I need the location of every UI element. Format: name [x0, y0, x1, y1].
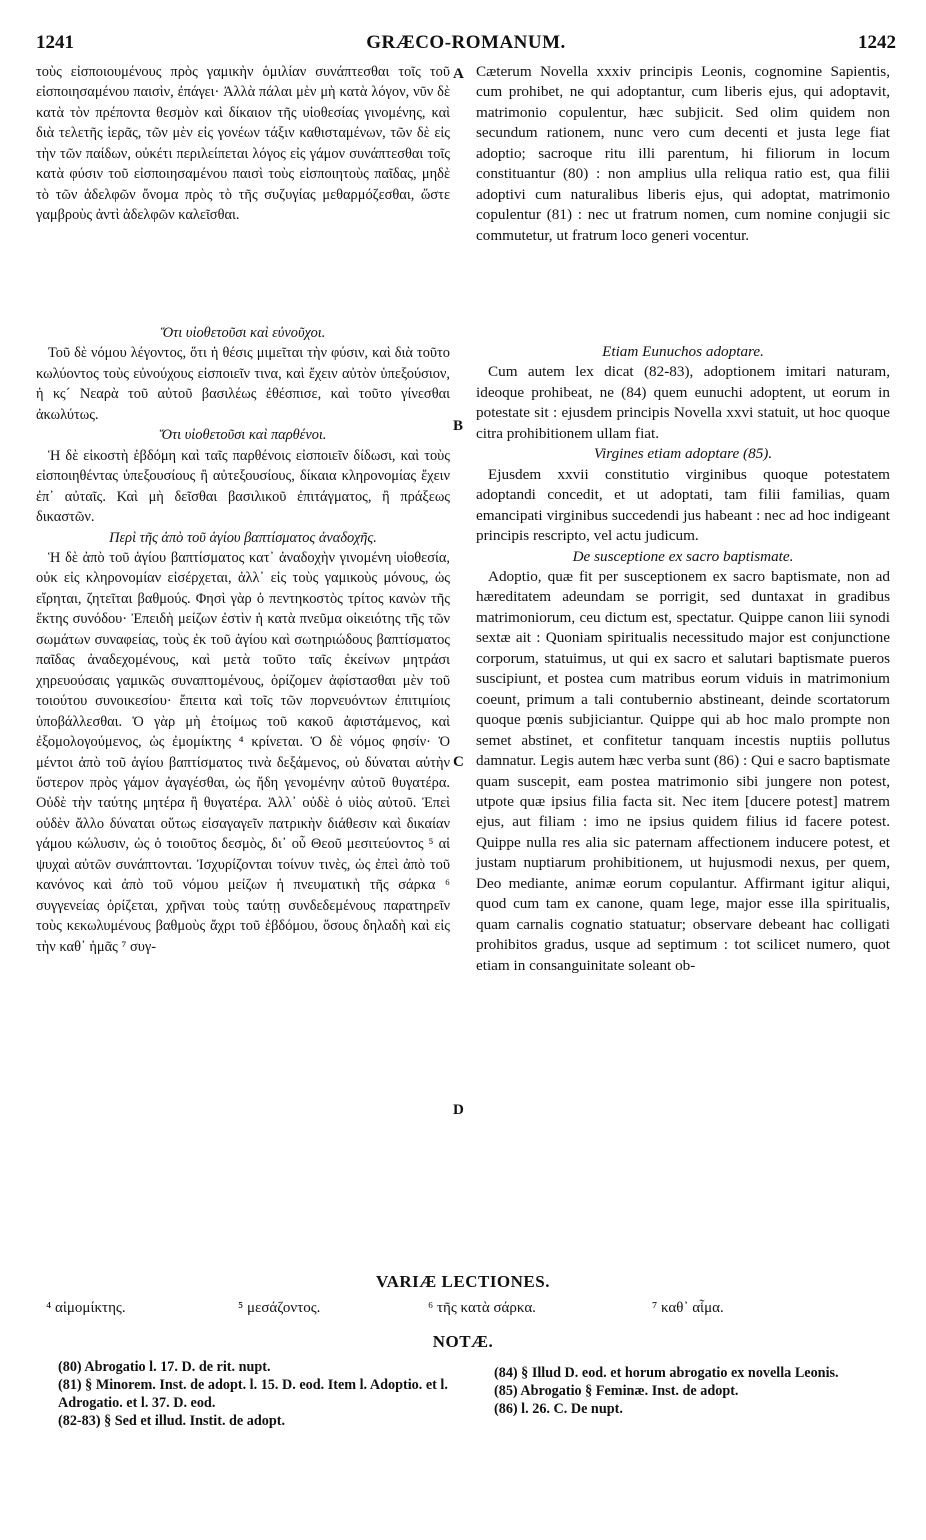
greek-column	[36, 62, 450, 957]
latin-column	[476, 62, 890, 976]
greek-heading-eunuchs: Ὅτι υἱοθετοῦσι καὶ εὐνοῦχοι.	[160, 325, 326, 341]
latin-paragraph: Cum autem lex dicat (82-83), adoptionem imitari naturam, ideoque prohibeat, ne (84) quem eunuchi adoptent, ut eorum in potestate sit : ejusdem principis Novella xxvi statuit, ut hoc quoque citra prohibitionem ullam fiat.	[476, 363, 890, 442]
greek-heading-virgins: Ὅτι υἱοθετοῦσι καὶ παρθένοι.	[159, 427, 327, 444]
page-title: GRÆCO-ROMANUM.	[366, 32, 566, 53]
margin-letter: B	[453, 418, 464, 434]
margin-letter: A	[453, 66, 464, 82]
footnote: (85) Abrogatio § Feminæ. Inst. de adopt.	[494, 1383, 739, 1399]
variae-lectiones-title: VARIÆ LECTIONES.	[376, 1272, 550, 1291]
margin-letter: C	[453, 754, 464, 770]
variant-reading: ⁶ τῆς κατὰ σάρκα.	[428, 1300, 536, 1316]
latin-heading-virgins: Virgines etiam adoptare (85).	[593, 445, 773, 463]
footnote: (81) § Minorem. Inst. de adopt. l. 15. D. eod. Item l. Adoptio. et l. Adrogatio. et l. 37. D. eod.	[58, 1377, 448, 1411]
greek-paragraph: Ἡ δὲ εἰκοστὴ ἑβδόμη καὶ ταῖς παρθένοις εἰσποιεῖν δίδωσι, καὶ τοὺς εἰσποιηθέντας ὑπεξουσίους ἢ αὐτεξουσίους, δίκαια κληρονομίας ἔχειν ἐπ᾽ αὐταῖς. Καὶ μὴ δεῖσθαι βασιλικοῦ ἐπιτάγματος, ἢ πράξεως δικαστῶν.	[36, 447, 450, 526]
footnote: (82-83) § Sed et illud. Instit. de adopt.	[58, 1413, 286, 1429]
latin-paragraph: Adoptio, quæ fit per susceptionem ex sacro baptismate, non ad hæreditatem adeundam se porrigit, sed duntaxat in gradibus matrimoniorum, ceu dictum est, spectatur. Quippe canon liii synodi sextæ ait : Quoniam spiritualis necessitudo major est conjunctione corporum, statuimus, ut qui ex sacro et salutari baptismate pueros suscipiunt, et postea cum matribus eorum viduis in matrimonium coeunt, primum a tali contubernio abstineant, deinde scortatorum quoque pœnis subjiciantur. Quippe qui ab hoc malo prompte non semet abstinet, et confitetur tanquam incestis nuptiis pollutus damnatur. Legis autem hæc verba sunt (86) : Qui e sacro baptismate quam suscepit, eam postea matrimonio sibi jungere non potest, utpote quæ ipsius filia facta sit. Nec item [ducere potest] matrem ejus, aut filiam : imo ne ipsius quidem filius id facere potest. Quippe nulla res alia sic paternam affectionem inducere potest, et justam nuptiarum prohibitionem, ut hujusmodi nexus, per quem, Deo mediante, animæ eorum copulantur. Affirmant igitur aliqui, quod cum tam ex canone, quam lege, major esse illa spiritualis, quam carnalis cognatio statuatur; observare debeant hac colligati prohibitos gradus, usque ad septimum : tot scilicet numero, quot etiam in consanguinitate soleant ob-	[476, 567, 890, 974]
margin-letter: D	[453, 1102, 464, 1118]
greek-paragraph: Ἡ δὲ ἀπὸ τοῦ ἁγίου βαπτίσματος κατ᾽ ἀναδοχὴν γινομένη υἱοθεσία, οὐκ εἰς κληρονομίαν εἰσέρχεται, ἀλλ᾽ εἰς τοὺς γαμικοὺς μόνους, ὡς εἴρηται, ζητεῖται βαθμούς. Φησὶ γὰρ ὁ πεντηκοστὸς τρίτος κανὼν τῆς ἕκτης συνόδου· Ἐπειδὴ μείζων ἐστὶν ἡ κατὰ πνεῦμα οἰκειότης τῆς τῶν σωμάτων συναφείας, τοὺς ἐκ τοῦ ἁγίου καὶ σωτηριώδους βαπτίσματος παῖδας ἀναδεχομένους, καὶ μετὰ τοῦτο ταῖς ἐκείνων μητράσι χηρευούσαις γαμικῶς συναπτομένους, ὁρίζομεν ἀφίστασθαι μὲν τοῦ τοιούτου συνοικεσίου· ἔπειτα καὶ τοῖς τῶν πορνευόντων ἐπιτιμίοις ὑποβάλλεσθαι. Ὁ γὰρ μὴ ἑτοίμως τοῦ κακοῦ ἀφιστάμενος, καὶ ἐξομολογούμενος, ὡς ἐμομίκτης ⁴ κρίνεται. Ὁ δὲ νόμος φησίν· Ὁ μέντοι ἀπὸ τοῦ ἁγίου βαπτίσματος τινὰ δεξάμενος, οὐ δύναται αὐτὴν ὕστερον πρὸς γάμον ἀγαγέσθαι, ὡς ἤδη γενομένην αὐτοῦ θυγατέρα. Οὐδὲ τὴν ταύτης μητέρα ἢ θυγατέρα. Ἀλλ᾽ οὐδὲ ὁ υἱὸς αὐτοῦ. Ἐπεὶ οὐδὲν ἄλλο δύναται οὕτως εἰσαγαγεῖν πατρικὴν διάθεσιν καὶ δικαίαν γάμου κώλυσιν, ὡς ὁ τοιοῦτος δεσμὸς, δι᾽ οὗ Θεοῦ μεσιτεύοντος ⁵ αἱ ψυχαὶ αὐτῶν συνάπτονται. Ἰσχυρίζονται τοίνυν τινὲς, ὡς ἐπεὶ ἀπὸ τοῦ κανόνος καὶ ἀπὸ τοῦ νόμου μείζων ἡ πνευματικὴ τῆς σάρκα ⁶ συγγενείας ὁρίζεται, χρῆναι τοὺς ταύτῃ συνδεδεμένους παρατηρεῖν τοὺς κεκωλυμένους βαθμοὺς ἄχρι τοῦ ἑβδόμου, ὅσους δηλαδὴ καὶ εἰς τὴν καθ᾽ ἡμᾶς ⁷ συγ-	[36, 549, 450, 955]
notes-right-column	[494, 1358, 894, 1418]
latin-heading-baptism: De susceptione ex sacro baptismate.	[572, 547, 794, 565]
footnote: (80) Abrogatio l. 17. D. de rit. nupt.	[58, 1359, 271, 1375]
variant-reading: ⁴ αἱμομίκτης.	[46, 1300, 126, 1316]
page-number-right: 1242	[858, 32, 896, 53]
notes-left-column	[58, 1358, 458, 1430]
variae-lectiones-list	[46, 1300, 896, 1320]
footnote: (84) § Illud D. eod. et horum abrogatio ex novella Leonis.	[494, 1365, 839, 1381]
greek-heading-baptism: Περὶ τῆς ἀπὸ τοῦ ἁγίου βαπτίσματος ἀναδοχῆς.	[109, 529, 377, 546]
latin-heading-eunuchs: Etiam Eunuchos adoptare.	[602, 343, 764, 360]
greek-paragraph: Τοῦ δὲ νόμου λέγοντος, ὅτι ἡ θέσις μιμεῖται τὴν φύσιν, καὶ διὰ τοῦτο κωλύοντος τοὺς εὐνούχους εἰσποιεῖν τινα, καὶ ἔχειν αὐτὸν ὑπεξούσιον, ἡ κς´ Νεαρὰ τοῦ αὐτοῦ βασιλέως ἐθέσπισε, καὶ τοῦτο γίνεσθαι ἀκωλύτως.	[36, 345, 450, 423]
page-number-left: 1241	[36, 32, 74, 53]
running-head	[36, 32, 896, 58]
variant-reading: ⁵ μεσάζοντος.	[238, 1300, 321, 1316]
variant-reading: ⁷ καθ᾽ αἷμα.	[652, 1300, 724, 1316]
latin-paragraph: Ejusdem xxvii constitutio virginibus quoque potestatem adoptandi concedit, et ut adoptati, tam filii familias, quam emancipati virginibus succedendi jus habeant : nec ad hoc indigeant principis rescripto, vel actu judicum.	[476, 465, 890, 545]
greek-paragraph: τοὺς εἰσποιουμένους πρὸς γαμικὴν ὁμιλίαν συνάπτεσθαι τοῖς τοῦ εἰσποιησαμένου παισὶν, ἐπάγει· Ἀλλὰ πάλαι μὲν μὴ κατὰ λόγον, νῦν δὲ κατὰ τὸν πρέποντα θεσμὸν καὶ δίκαιον τῆς υἱοθεσίας γινομένης, καὶ διὰ τελετῆς ἱερᾶς, τῶν μὲν εἰς γονέων τάξιν καθισταμένων, τῶν δὲ εἰς τὴν τῶν παίδων, οὐκέτι περιλείπεται λόγος εἰς γάμον συνάπτεσθαι τοῖς κατὰ φύσιν τοῦ εἰσποιησαμένου παισὶ τοὺς εἰσποιητοὺς παῖδας, μηδὲ τὸ τῶν ἀδελφῶν ὄνομα πρὸς τὸ τῆς συζυγίας μεθαρμόζεσθαι, ὥστε γαμβροὺς ἀντὶ ἀδελφῶν καλεῖσθαι.	[36, 64, 450, 224]
notae-title: NOTÆ.	[432, 1332, 494, 1351]
footnote: (86) l. 26. C. De nupt.	[494, 1401, 623, 1417]
latin-paragraph: Cæterum Novella xxxiv principis Leonis, cognomine Sapientis, cum prohibet, ne qui adoptantur, cum liberis ejus, qui adoptavit, matrimonio copulentur, hæc subjicit. Sed olim quidem non secundum rationem, nunc vero cum decenti et justa lege fiat adoptio; sacroque ritu illi parentum, hi filiorum in locum constituantur (80) : non amplius ulla reliqua ratio est, qua filii adoptivi cum naturalibus liberis ejus, qui adoptat, matrimonio copulentur (81) : nec ut fratrum nomen, cum nomine conjugii sic commutetur, ut fratrum loco generi vocentur.	[476, 63, 890, 244]
